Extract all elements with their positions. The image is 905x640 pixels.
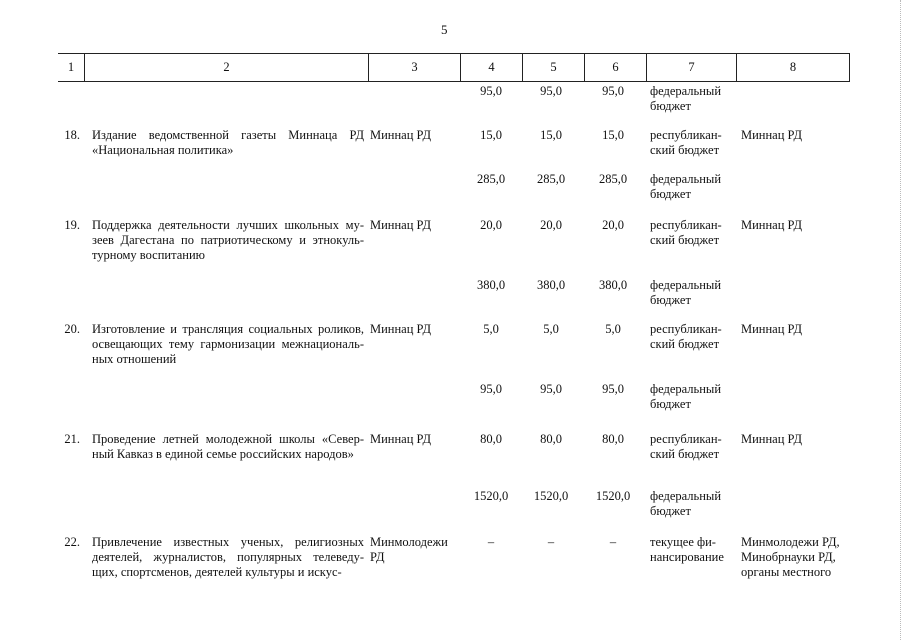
value-col-6: 1520,0 [595,489,631,503]
value-col-6: 20,0 [602,218,624,232]
header-col-7: 7 [646,54,736,81]
value-col-5: 95,0 [540,84,562,98]
measure-name-line: ный Кавказ в единой семье российских народов» [92,447,354,461]
funding-source-line: бюджет [650,397,691,411]
funding-source-line: федеральный [650,84,722,98]
measure-name-line: Привлечение известных ученых, религиозных [92,535,364,549]
funding-source-line: федеральный [650,278,722,292]
value-col-5: 15,0 [540,128,562,142]
responsible-line: органы местного [741,565,832,579]
funding-source-line: бюджет [650,293,691,307]
value-col-6: – [609,535,617,549]
funding-source-line: федеральный [650,172,722,186]
executor: Миннац РД [370,128,432,142]
funding-source-line: бюджет [650,504,691,518]
value-col-5: 80,0 [540,432,562,446]
header-col-5: 5 [522,54,584,81]
funding-source-line: федеральный [650,489,722,503]
measure-name-line: освещающих тему гармонизации межнациональ- [92,337,364,351]
row-number: 18. [64,128,80,142]
responsible-line: Минобрнауки РД, [741,550,836,564]
measure-name-line: турному воспитанию [92,248,205,262]
scan-edge-mark [897,0,901,640]
executor: Миннац РД [370,218,432,232]
header-col-4: 4 [460,54,522,81]
funding-source-line: республикан- [650,322,722,336]
funding-source-line: ский бюджет [650,233,720,247]
value-col-4: 80,0 [480,432,502,446]
funding-source-line: республикан- [650,218,722,232]
header-col-1: 1 [67,60,75,74]
responsible-line: Миннац РД [741,218,803,232]
table-header [58,53,850,82]
funding-source-line: ский бюджет [650,447,720,461]
row-number: 21. [64,432,80,446]
value-col-6: 5,0 [605,322,621,336]
value-col-6: 95,0 [602,84,624,98]
value-col-6: 80,0 [602,432,624,446]
measure-name-line: Издание ведомственной газеты Миннаца РД [92,128,364,142]
funding-source-line: ский бюджет [650,337,720,351]
row-number: 20. [64,322,80,336]
value-col-5: 380,0 [536,278,566,292]
measure-name-line: щих, спортсменов, деятелей культуры и искус- [92,565,342,579]
funding-source-line: федеральный [650,382,722,396]
responsible-line: Миннац РД [741,128,803,142]
value-col-6: 285,0 [598,172,628,186]
value-col-5: 5,0 [543,322,559,336]
value-col-4: – [487,535,495,549]
value-col-5: 20,0 [540,218,562,232]
executor: Минмолодежи РД [370,535,448,564]
row-number: 22. [64,535,80,549]
funding-source-line: текущее фи- [650,535,716,549]
value-col-5: 285,0 [536,172,566,186]
row-number: 19. [64,218,80,232]
value-col-5: 1520,0 [533,489,569,503]
value-col-6: 15,0 [602,128,624,142]
header-col-2: 2 [84,54,368,81]
value-col-6: 95,0 [602,382,624,396]
funding-source-line: республикан- [650,128,722,142]
value-col-4: 1520,0 [473,489,509,503]
responsible-line: Миннац РД [741,322,803,336]
value-col-4: 285,0 [476,172,506,186]
header-col-3: 3 [368,54,460,81]
value-col-4: 20,0 [480,218,502,232]
funding-source-line: нансирование [650,550,724,564]
measure-name-line: Изготовление и трансляция социальных роликов, [92,322,364,336]
value-col-4: 95,0 [480,382,502,396]
value-col-4: 5,0 [483,322,499,336]
measure-name-line: «Национальная политика» [92,143,234,157]
measure-name-line: зеев Дагестана по патриотическому и этнокуль- [92,233,364,247]
funding-source-line: бюджет [650,99,691,113]
value-col-5: 95,0 [540,382,562,396]
responsible-line: Минмолодежи РД, [741,535,840,549]
measure-name-line: ных отношений [92,352,177,366]
funding-source-line: бюджет [650,187,691,201]
value-col-4: 380,0 [476,278,506,292]
page-number: 5 [441,22,448,37]
value-col-6: 380,0 [598,278,628,292]
responsible-line: Миннац РД [741,432,803,446]
value-col-4: 15,0 [480,128,502,142]
measure-name-line: Проведение летней молодежной школы «Север- [92,432,364,446]
executor: Миннац РД [370,322,432,336]
value-col-5: – [547,535,555,549]
executor: Миннац РД [370,432,432,446]
header-col-8: 8 [736,54,850,81]
funding-source-line: ский бюджет [650,143,720,157]
measure-name-line: Поддержка деятельности лучших школьных му- [92,218,364,232]
value-col-4: 95,0 [480,84,502,98]
header-col-6: 6 [584,54,646,81]
funding-source-line: республикан- [650,432,722,446]
measure-name-line: деятелей, журналистов, популярных телеведу- [92,550,364,564]
